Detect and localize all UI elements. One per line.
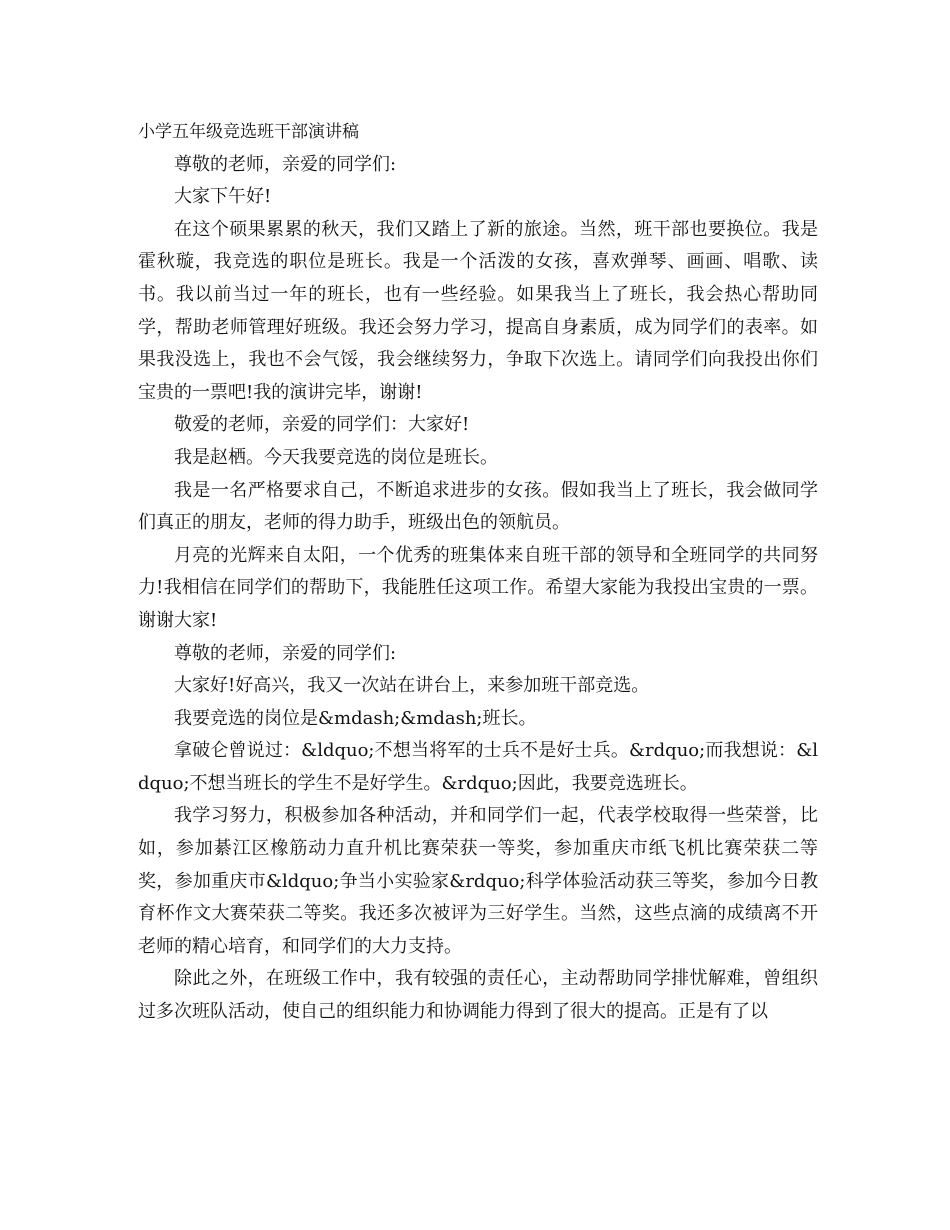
- paragraph: 月亮的光辉来自太阳，一个优秀的班集体来自班干部的领导和全班同学的共同努力!我相信在同学们的帮助下，我能胜任这项工作。希望大家能为我投出宝贵的一票。谢谢大家!: [138, 544, 818, 631]
- paragraph: 我是赵栖。今天我要竞选的岗位是班长。: [174, 446, 498, 468]
- paragraph: 除此之外，在班级工作中，我有较强的责任心，主动帮助同学排忧解难，曾组织过多次班队活动，使自己的组织能力和协调能力得到了很大的提高。正是有了以: [138, 968, 818, 1023]
- paragraph: 我是一名严格要求自己，不断追求进步的女孩。假如我当上了班长，我会做同学们真正的朋友，老师的得力助手，班级出色的领航员。: [138, 479, 818, 534]
- paragraph: 我学习努力，积极参加各种活动，并和同学们一起，代表学校取得一些荣誉，比如，参加綦江区橡筋动力直升机比赛荣获一等奖，参加重庆市纸飞机比赛荣获二等奖，参加重庆市&ldquo;争当小实验家&rdquo;科学体验活动获三等奖，参加今日教育杯作文大赛荣获二等奖。我还多次被评为三好学生。当然，这些点滴的成绩离不开老师的精心培育，和同学们的大力支持。: [138, 805, 818, 957]
- paragraph: 大家下午好!: [174, 186, 272, 208]
- paragraph: 敬爱的老师，亲爱的同学们：大家好!: [174, 414, 470, 436]
- paragraph: 大家好!好高兴，我又一次站在讲台上，来参加班干部竞选。: [174, 675, 650, 697]
- paragraph: 在这个硕果累累的秋天，我们又踏上了新的旅途。当然，班干部也要换位。我是霍秋璇，我竞选的职位是班长。我是一个活泼的女孩，喜欢弹琴、画画、唱歌、读书。我以前当过一年的班长，也有一些经验。如果我当上了班长，我会热心帮助同学，帮助老师管理好班级。我还会努力学习，提高自身素质，成为同学们的表率。如果我没选上，我也不会气馁，我会继续努力，争取下次选上。请同学们向我投出你们宝贵的一票吧!我的演讲完毕，谢谢!: [138, 218, 818, 403]
- paragraph: 我要竞选的岗位是&mdash;&mdash;班长。: [174, 707, 537, 729]
- paragraph: 拿破仑曾说过：&ldquo;不想当将军的士兵不是好士兵。&rdquo;而我想说：&ldquo;不想当班长的学生不是好学生。&rdquo;因此，我要竞选班长。: [138, 740, 818, 794]
- document-body: [138, 116, 818, 1029]
- paragraph: 尊敬的老师，亲爱的同学们:: [174, 642, 397, 664]
- document-title: 小学五年级竞选班干部演讲稿: [138, 122, 359, 142]
- paragraph: 尊敬的老师，亲爱的同学们:: [174, 153, 397, 175]
